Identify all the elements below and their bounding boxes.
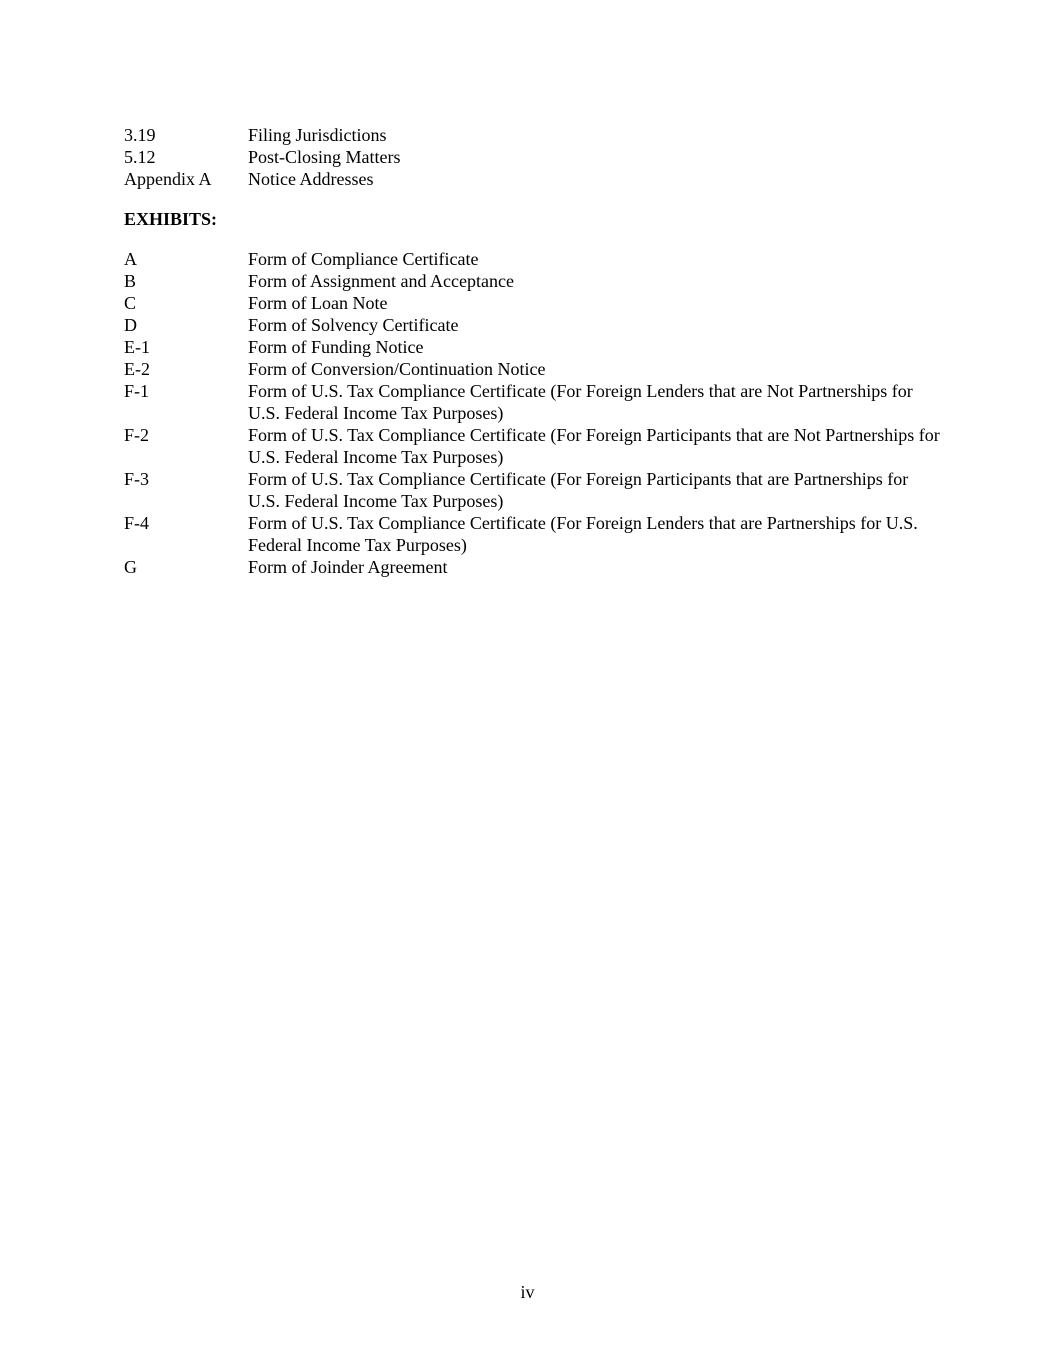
list-item: [124, 556, 944, 578]
schedule-code: 3.19: [124, 125, 156, 145]
schedule-code: 5.12: [124, 147, 156, 167]
exhibit-title: Form of Conversion/Continuation Notice: [248, 359, 546, 379]
list-item: [124, 336, 944, 358]
exhibit-title: Form of U.S. Tax Compliance Certificate (For Foreign Lenders that are Not Partnerships for U.S. Federal Income Tax Purposes): [248, 381, 913, 423]
schedule-title: Filing Jurisdictions: [248, 125, 387, 145]
list-item: [124, 168, 944, 190]
list-item: [124, 146, 944, 168]
list-item: [124, 468, 944, 512]
schedule-title: Post-Closing Matters: [248, 147, 401, 167]
exhibit-title: Form of U.S. Tax Compliance Certificate (For Foreign Lenders that are Partnerships for U.S. Federal Income Tax Purposes): [248, 513, 918, 555]
list-item: [124, 424, 944, 468]
exhibit-title: Form of Joinder Agreement: [248, 557, 448, 577]
exhibit-code: G: [124, 557, 137, 577]
exhibit-code: B: [124, 271, 137, 291]
schedule-title: Notice Addresses: [248, 169, 374, 189]
schedules-list: [124, 124, 944, 190]
exhibit-code: E-2: [124, 359, 150, 379]
exhibits-heading: EXHIBITS:: [124, 209, 218, 229]
exhibit-code: F-1: [124, 381, 150, 401]
exhibit-code: F-4: [124, 513, 150, 533]
exhibit-title: Form of U.S. Tax Compliance Certificate (For Foreign Participants that are Partnerships for U.S. Federal Income Tax Purposes): [248, 469, 909, 511]
table-of-contents: [124, 124, 944, 578]
exhibit-code: D: [124, 315, 137, 335]
exhibit-code: E-1: [124, 337, 150, 357]
list-item: [124, 358, 944, 380]
list-item: [124, 292, 944, 314]
list-item: [124, 380, 944, 424]
schedule-code: Appendix A: [124, 169, 212, 189]
exhibit-code: C: [124, 293, 137, 313]
list-item: [124, 248, 944, 270]
exhibit-title: Form of Funding Notice: [248, 337, 424, 357]
exhibit-title: Form of Loan Note: [248, 293, 388, 313]
exhibit-title: Form of U.S. Tax Compliance Certificate (For Foreign Participants that are Not Partnerships for U.S. Federal Income Tax Purposes): [248, 425, 940, 467]
list-item: [124, 512, 944, 556]
list-item: [124, 270, 944, 292]
exhibit-code: F-3: [124, 469, 150, 489]
exhibits-list: [124, 248, 944, 578]
list-item: [124, 314, 944, 336]
list-item: [124, 124, 944, 146]
exhibit-title: Form of Solvency Certificate: [248, 315, 459, 335]
exhibit-title: Form of Assignment and Acceptance: [248, 271, 514, 291]
page-number: iv: [520, 1282, 535, 1302]
exhibit-code: F-2: [124, 425, 150, 445]
exhibit-code: A: [124, 249, 137, 269]
exhibit-title: Form of Compliance Certificate: [248, 249, 479, 269]
